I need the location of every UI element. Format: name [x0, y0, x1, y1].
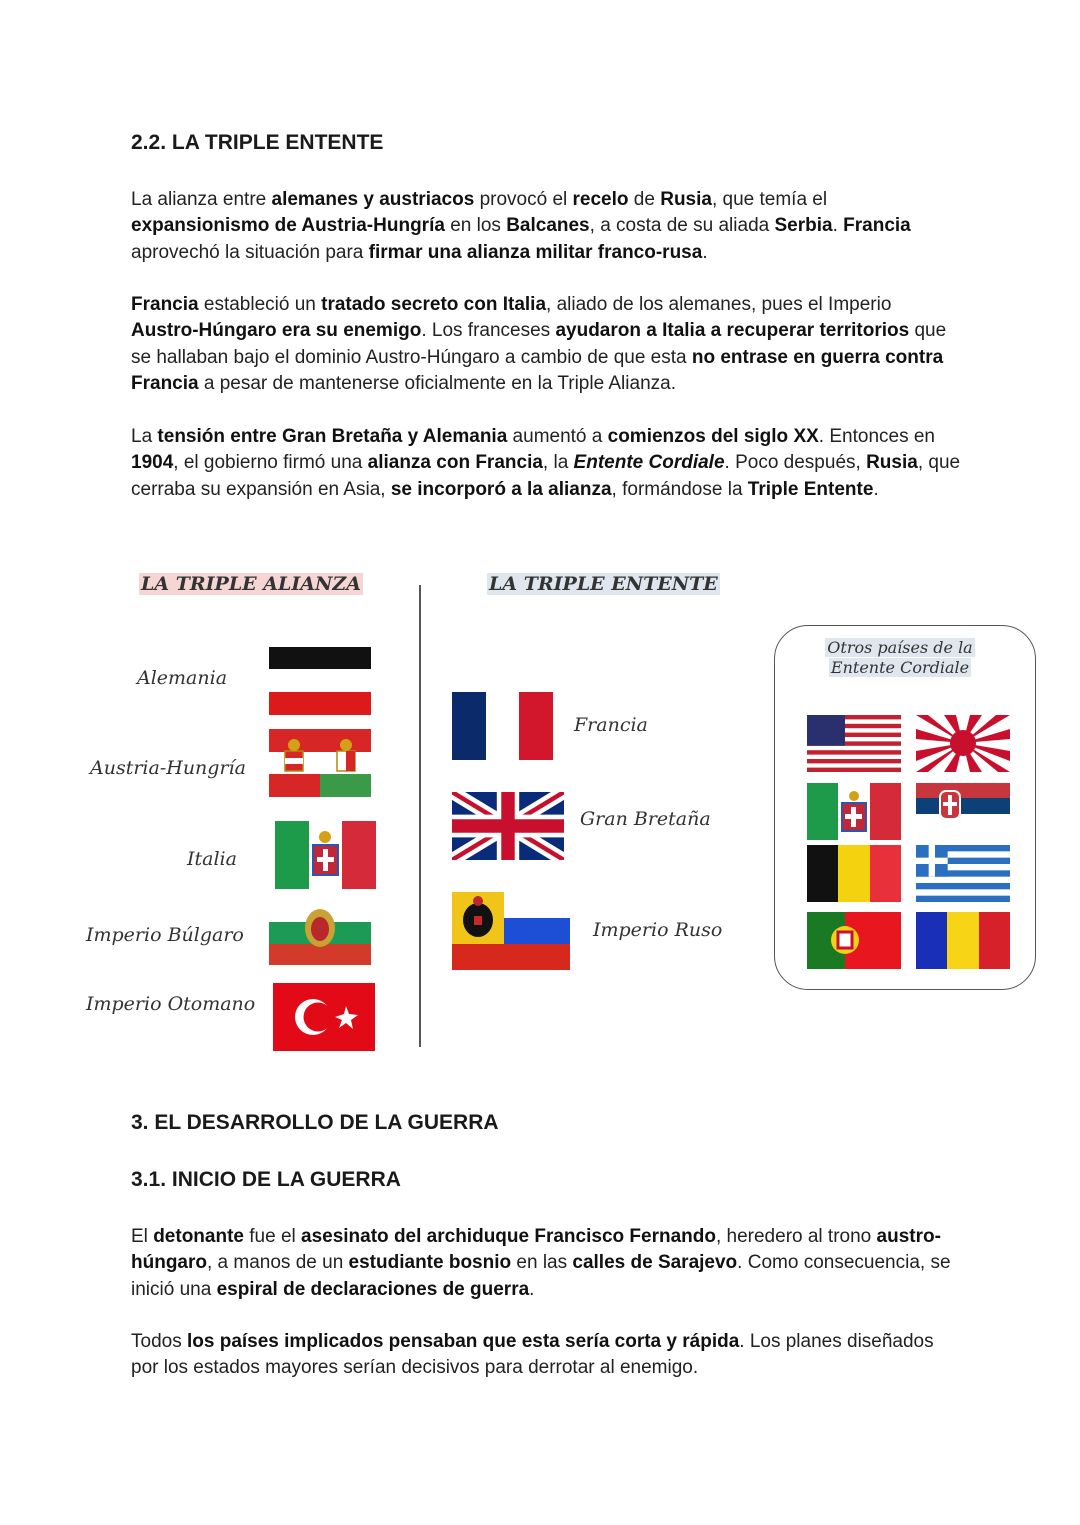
- bold-text: se incorporó a la alianza: [390, 478, 612, 500]
- bold-text: Rusia: [660, 189, 712, 210]
- text: La: [131, 426, 158, 447]
- label-imperio-otomano: Imperio Otomano: [86, 993, 256, 1015]
- bold-text: firmar una alianza militar franco-rusa: [368, 241, 703, 263]
- flag-germany-icon: [269, 647, 371, 715]
- text: aumentó a: [507, 426, 608, 447]
- bold-text: calles de Sarajevo: [572, 1252, 738, 1274]
- flag-serbia-icon: [916, 783, 1010, 829]
- text: aprovechó la situación para: [131, 241, 369, 263]
- bold-text: Triple Entente: [747, 478, 874, 500]
- bold-text: asesinato del archiduque Francisco Fernando: [301, 1226, 716, 1247]
- bold-text: alemanes y austriacos: [271, 189, 475, 210]
- flag-ottoman-empire-icon: [273, 983, 375, 1051]
- label-francia: Francia: [574, 714, 648, 736]
- flag-japan-rising-sun-icon: [916, 715, 1010, 772]
- text: , aliado de los alemanes, pues el Imperio: [546, 294, 892, 315]
- text: a pesar de mantenerse oficialmente en la Triple Alianza.: [198, 373, 676, 395]
- text: .: [529, 1278, 535, 1300]
- text: . Entonces en: [818, 426, 935, 447]
- text: en las: [511, 1252, 573, 1274]
- text: provocó el: [474, 189, 573, 210]
- text: , formándose la: [611, 478, 748, 500]
- bold-text: no entrase en guerra contra Francia: [131, 346, 944, 395]
- flag-france-icon: [452, 692, 553, 760]
- text: , la: [542, 452, 574, 474]
- bold-text: austro-húngaro: [131, 1226, 941, 1274]
- bold-text: Balcanes: [506, 215, 590, 237]
- other-countries-title: [790, 638, 1010, 678]
- text: fue el: [243, 1226, 302, 1247]
- flag-austria-hungary-icon: [269, 729, 371, 797]
- subsection-heading-inicio-guerra: 3.1. INICIO DE LA GUERRA: [131, 1168, 401, 1191]
- text: , que temía el: [711, 189, 828, 210]
- flag-united-kingdom-icon: [452, 792, 564, 860]
- bold-text: Entente Cordiale: [573, 452, 725, 474]
- paragraph-entente-cordiale: [131, 424, 961, 503]
- flag-romania-icon: [916, 912, 1010, 969]
- section-heading-desarrollo-guerra: 3. EL DESARROLLO DE LA GUERRA: [131, 1111, 499, 1134]
- section-heading-triple-entente: 2.2. LA TRIPLE ENTENTE: [131, 131, 384, 154]
- bold-text: Rusia: [866, 452, 918, 474]
- bold-text: espiral de declaraciones de guerra: [216, 1278, 530, 1300]
- paragraph-tratado-italia: [131, 292, 961, 398]
- bold-text: Serbia: [774, 215, 833, 237]
- bold-text: estudiante bosnio: [348, 1252, 512, 1274]
- bold-text: los países implicados pensaban que esta sería corta y rápida: [186, 1331, 740, 1352]
- bold-text: tensión entre Gran Bretaña y Alemania: [157, 426, 508, 447]
- bold-text: ayudaron a Italia a recuperar territorios: [555, 320, 910, 342]
- text: La alianza entre: [131, 189, 272, 210]
- text: . Poco después,: [724, 452, 867, 474]
- flag-belgium-icon: [807, 845, 901, 902]
- text: . Los franceses: [421, 320, 556, 342]
- label-gran-bretana: Gran Bretaña: [580, 808, 711, 830]
- text: Todos: [131, 1331, 187, 1352]
- triple-entente-title: LA TRIPLE ENTENTE: [489, 573, 718, 595]
- text: , heredero al trono: [715, 1226, 877, 1247]
- figure-divider: [419, 585, 421, 1047]
- text: .: [702, 241, 708, 263]
- text: en los: [444, 215, 507, 237]
- bold-text: 1904: [131, 452, 174, 474]
- flag-italy-icon: [807, 783, 901, 840]
- text: estableció un: [198, 294, 322, 315]
- text: El: [131, 1226, 154, 1247]
- label-austria-hungria: Austria-Hungría: [90, 757, 246, 779]
- bold-text: expansionismo de Austria-Hungría: [131, 215, 445, 237]
- flag-usa-icon: [807, 715, 901, 772]
- label-imperio-bulgaro: Imperio Búlgaro: [86, 924, 244, 946]
- bold-text: recelo: [572, 189, 629, 210]
- flag-bulgaria-icon: [269, 901, 371, 965]
- bold-text: detonante: [153, 1226, 244, 1247]
- bold-text: alianza con Francia: [367, 452, 543, 474]
- text: , que cerraba su expansión en Asia,: [131, 452, 961, 500]
- flag-russian-empire-icon: [452, 892, 570, 970]
- text: , a costa de su aliada: [589, 215, 775, 237]
- text: de: [628, 189, 661, 210]
- text: .: [873, 478, 879, 500]
- triple-alianza-title: LA TRIPLE ALIANZA: [141, 573, 361, 595]
- bold-text: Austro-Húngaro era su enemigo: [131, 320, 422, 342]
- paragraph-alianza: [131, 187, 961, 266]
- bold-text: Francia: [843, 215, 911, 237]
- bold-text: comienzos del siglo XX: [607, 426, 819, 447]
- flag-greece-icon: [916, 845, 1010, 902]
- bold-text: Francia: [131, 294, 199, 315]
- label-alemania: Alemania: [137, 667, 228, 689]
- label-italia: Italia: [187, 848, 237, 870]
- text: , el gobierno firmó una: [173, 452, 368, 474]
- text: . Los planes diseñados por los estados mayores serían decisivos para derrotar al enemigo.: [131, 1331, 934, 1379]
- bold-text: tratado secreto con Italia: [321, 294, 547, 315]
- text: , a manos de un: [207, 1252, 349, 1274]
- flag-portugal-icon: [807, 912, 901, 969]
- text: . Como consecuencia, se inició una: [131, 1252, 951, 1300]
- flag-italy-kingdom-icon: [275, 821, 376, 889]
- label-imperio-ruso: Imperio Ruso: [593, 919, 723, 941]
- paragraph-detonante: [131, 1224, 961, 1303]
- text: .: [832, 215, 844, 237]
- paragraph-paises-implicados: [131, 1329, 961, 1382]
- other-countries-title-line1: Otros países de la: [827, 638, 973, 657]
- text: que se hallaban bajo el dominio Austro-Húngaro a cambio de que esta: [131, 320, 947, 368]
- other-countries-title-line2: Entente Cordiale: [830, 658, 970, 677]
